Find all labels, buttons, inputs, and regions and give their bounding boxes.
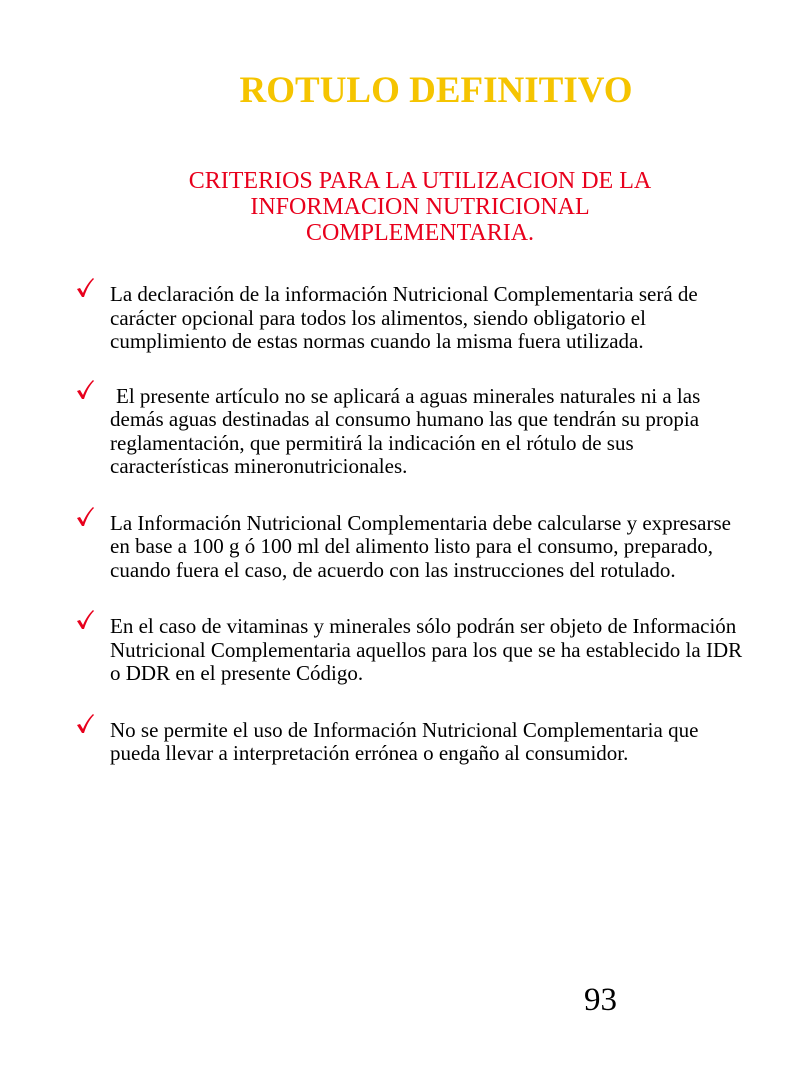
- list-item: [70, 283, 750, 354]
- checkmark-icon: [75, 713, 95, 735]
- checkmark-icon: [75, 609, 95, 631]
- list-item: [70, 615, 750, 686]
- section-subtitle: [130, 168, 710, 246]
- checkmark-icon: [75, 506, 95, 528]
- subtitle-line-3: COMPLEMENTARIA.: [305, 220, 535, 246]
- list-item: [70, 719, 750, 766]
- criteria-list: [70, 283, 750, 766]
- subtitle-line-2: INFORMACION NUTRICIONAL: [250, 194, 590, 220]
- subtitle-line-1: CRITERIOS PARA LA UTILIZACION DE LA: [188, 168, 652, 194]
- page-number: 93: [584, 982, 617, 1018]
- list-item-text: En el caso de vitaminas y minerales sólo podrán ser objeto de Información Nutricional Complementaria aquellos para los que se ha establecido la IDR o DDR en el presente Código.: [110, 614, 743, 685]
- checkmark-icon: [75, 379, 95, 401]
- list-item: [70, 512, 750, 583]
- list-item-text: La Información Nutricional Complementaria debe calcularse y expresarse en base a 100 g ó 100 ml del alimento listo para el consumo, preparado, cuando fuera el caso, de acuerdo con las instrucciones del rotulado.: [110, 510, 731, 582]
- list-item: [70, 385, 750, 479]
- list-item-text: El presente artículo no se aplicará a aguas minerales naturales ni a las demás aguas destinadas al consumo humano las que tendrán su propia reglamentación, que permitirá la indicación en el rótulo de sus características mineronutricionales.: [110, 383, 701, 478]
- list-item-text: La declaración de la información Nutricional Complementaria será de carácter opcional para todos los alimentos, siendo obligatorio el cumplimiento de estas normas cuando la misma fuera utilizada.: [110, 282, 698, 353]
- checkmark-icon: [75, 277, 95, 299]
- page-title: ROTULO DEFINITIVO: [239, 70, 633, 111]
- list-item-text: No se permite el uso de Información Nutricional Complementaria que pueda llevar a interpretación errónea o engaño al consumidor.: [110, 717, 699, 765]
